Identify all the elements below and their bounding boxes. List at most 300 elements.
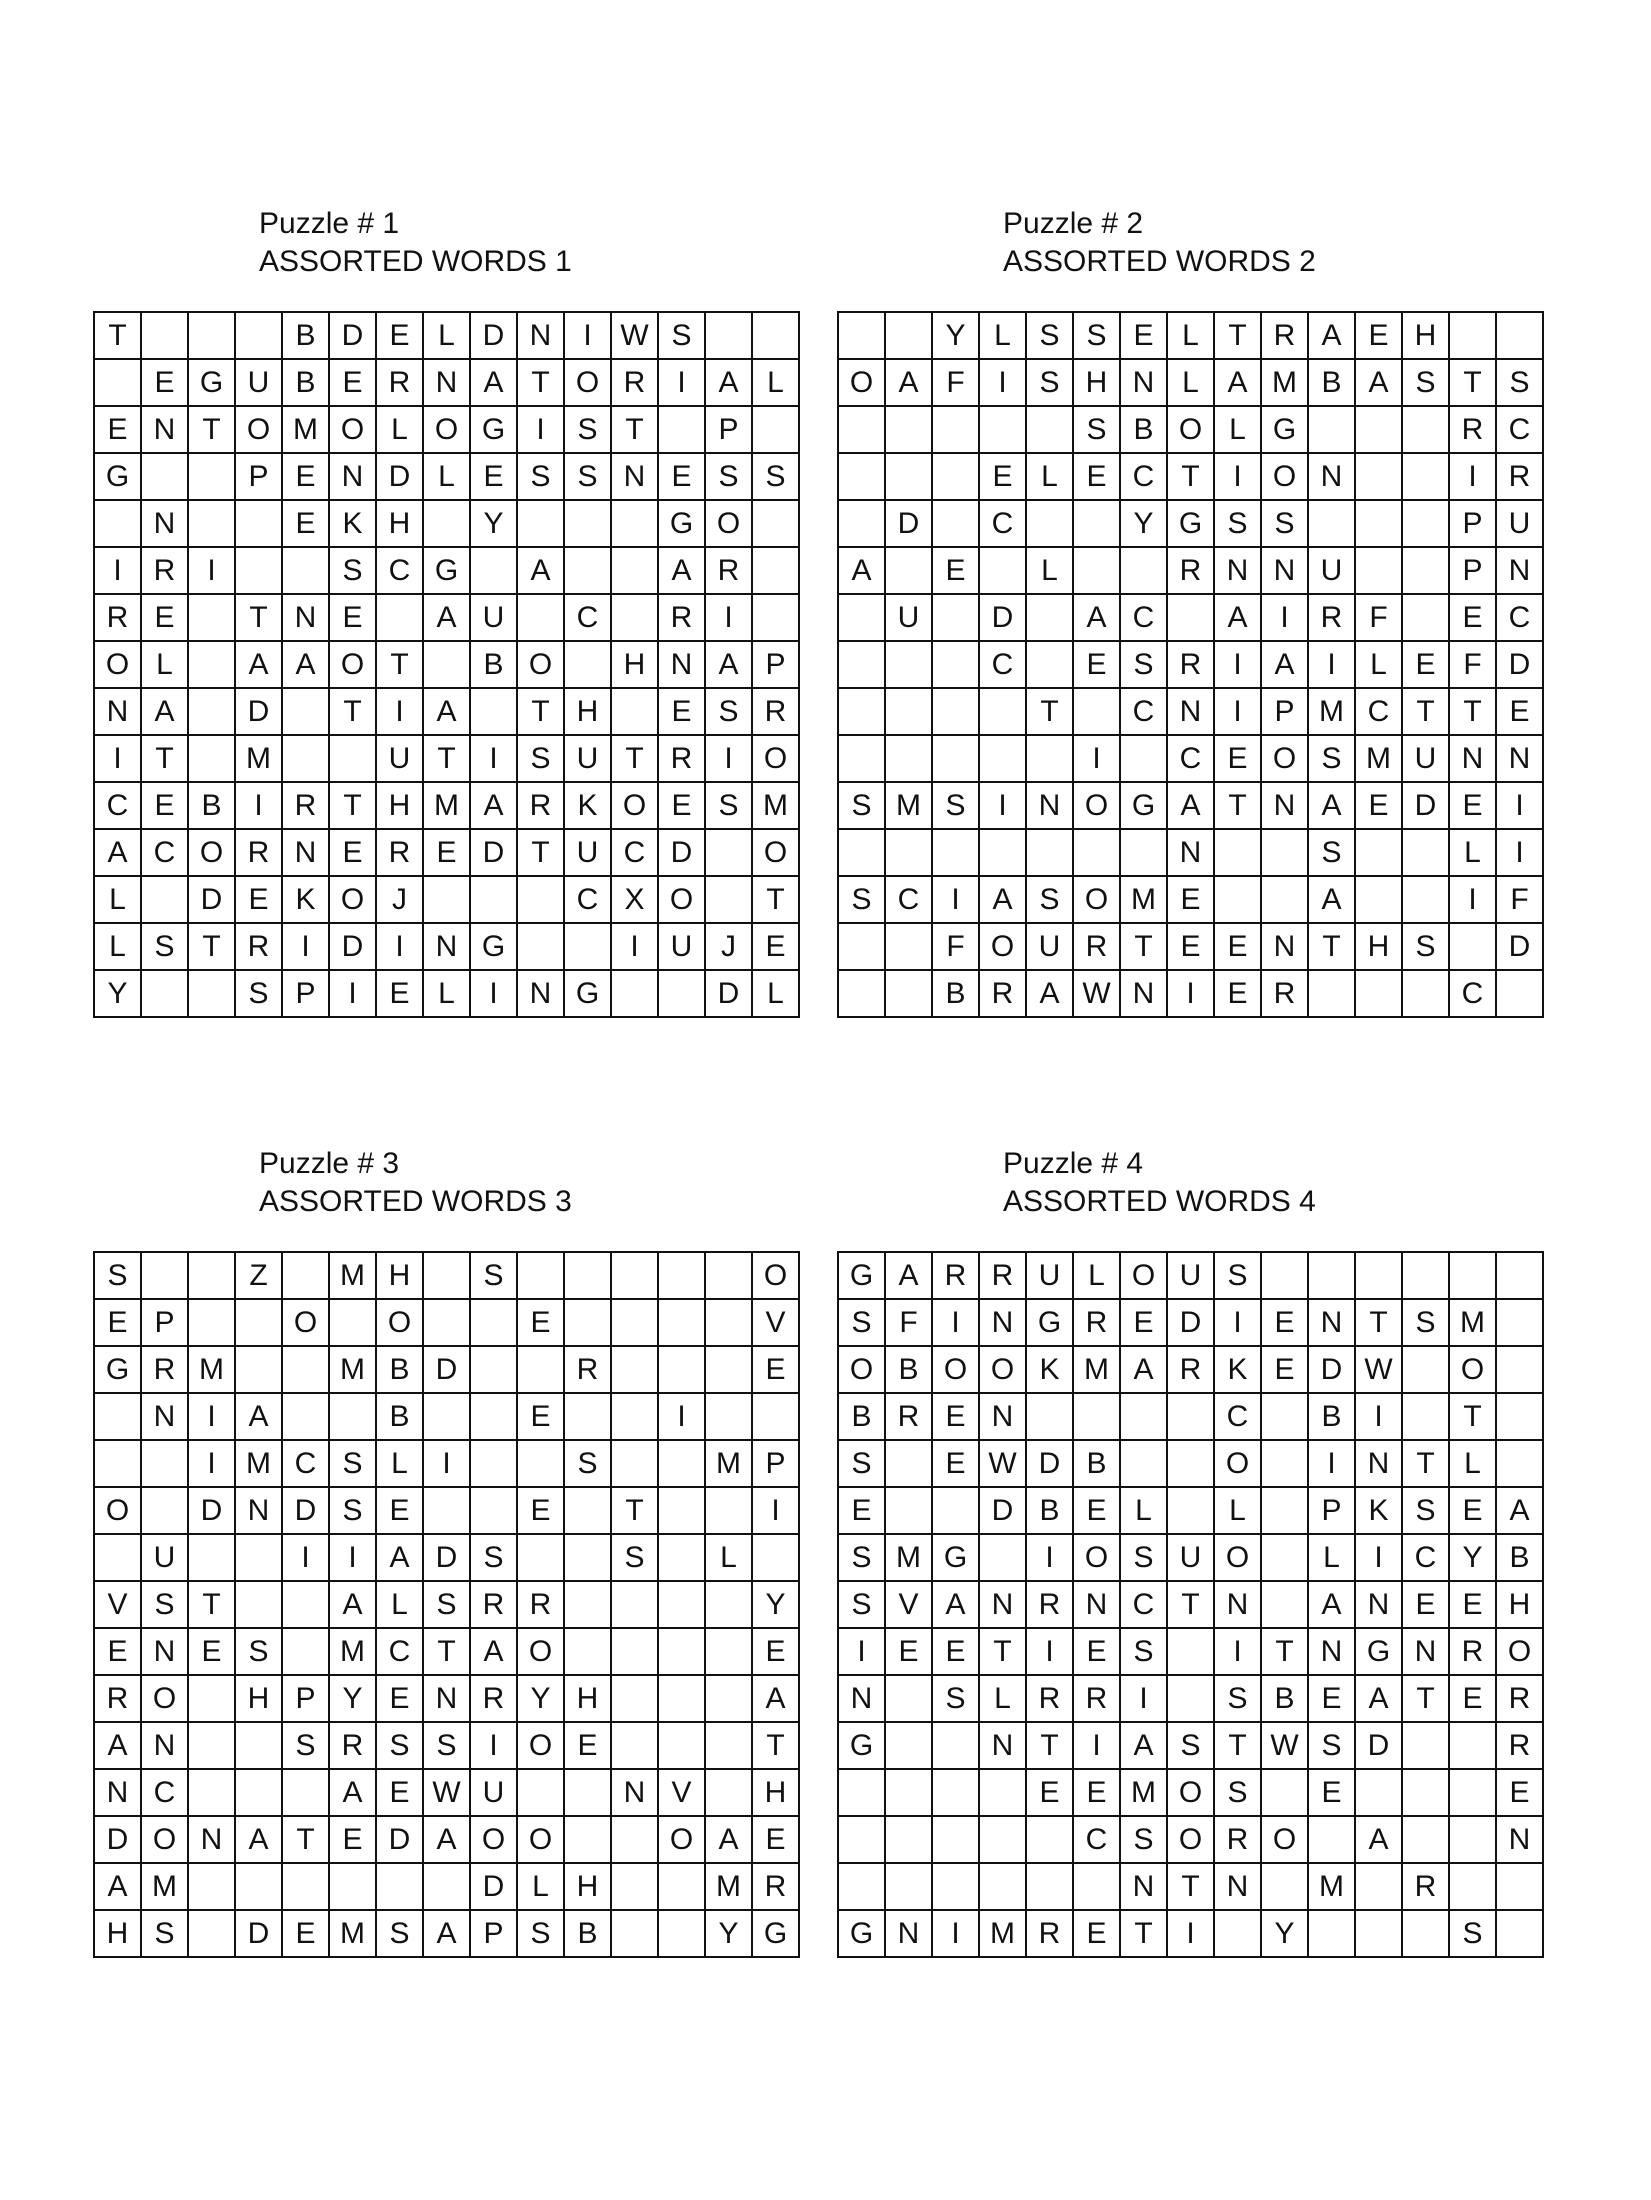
grid-cell — [469, 1298, 516, 1345]
grid-cell — [1401, 1392, 1448, 1439]
grid-cell: T — [1260, 1627, 1307, 1674]
grid-cell: E — [1213, 922, 1260, 969]
grid-cell: A — [704, 358, 751, 405]
grid-cell — [187, 734, 234, 781]
grid-cell: N — [978, 1298, 1025, 1345]
grid-cell — [1072, 1392, 1119, 1439]
grid-cell: C — [978, 499, 1025, 546]
grid-cell — [187, 1862, 234, 1909]
grid-cell: O — [751, 734, 798, 781]
grid-cell: O — [93, 640, 140, 687]
grid-cell — [884, 687, 931, 734]
grid-cell: C — [93, 781, 140, 828]
grid-cell — [187, 452, 234, 499]
grid-cell: I — [563, 311, 610, 358]
grid-cell — [837, 1768, 884, 1815]
grid-cell — [1072, 687, 1119, 734]
grid-cell: I — [93, 734, 140, 781]
grid-cell: B — [281, 358, 328, 405]
grid-cell: T — [187, 922, 234, 969]
puzzle-heading — [1003, 205, 1316, 281]
puzzle-title: ASSORTED WORDS 2 — [1003, 245, 1316, 278]
grid-cell: D — [469, 828, 516, 875]
grid-cell: W — [1354, 1345, 1401, 1392]
grid-cell — [234, 499, 281, 546]
grid-cell — [657, 1251, 704, 1298]
grid-cell: T — [978, 1627, 1025, 1674]
grid-cell — [884, 969, 931, 1016]
grid-cell: O — [704, 499, 751, 546]
grid-cell: D — [234, 1909, 281, 1956]
grid-cell: Y — [751, 1580, 798, 1627]
grid-cell: H — [375, 499, 422, 546]
grid-cell: G — [837, 1721, 884, 1768]
grid-cell: S — [1119, 1627, 1166, 1674]
grid-cell — [704, 875, 751, 922]
grid-cell — [187, 640, 234, 687]
grid-cell: N — [1213, 1580, 1260, 1627]
grid-cell: E — [1213, 734, 1260, 781]
grid-cell — [187, 1298, 234, 1345]
grid-cell: E — [281, 499, 328, 546]
grid-cell: N — [422, 1674, 469, 1721]
grid-cell: C — [1119, 593, 1166, 640]
grid-cell: N — [1354, 1439, 1401, 1486]
grid-cell — [978, 734, 1025, 781]
grid-cell — [1025, 1862, 1072, 1909]
grid-cell — [704, 1721, 751, 1768]
grid-cell — [469, 1392, 516, 1439]
grid-cell: E — [140, 358, 187, 405]
puzzle-title: ASSORTED WORDS 4 — [1003, 1185, 1316, 1218]
grid-cell: A — [657, 546, 704, 593]
grid-cell: H — [1495, 1580, 1542, 1627]
grid-cell: M — [140, 1862, 187, 1909]
grid-cell: I — [657, 1392, 704, 1439]
grid-cell — [328, 1298, 375, 1345]
grid-cell: C — [1166, 734, 1213, 781]
grid-cell: R — [884, 1392, 931, 1439]
grid-cell — [1448, 311, 1495, 358]
grid-cell — [837, 640, 884, 687]
grid-cell: R — [751, 1862, 798, 1909]
grid-cell: C — [563, 875, 610, 922]
grid-cell — [751, 405, 798, 452]
grid-cell: X — [610, 875, 657, 922]
grid-cell: N — [1119, 358, 1166, 405]
grid-cell — [1448, 1768, 1495, 1815]
grid-cell: M — [1448, 1298, 1495, 1345]
grid-cell — [516, 875, 563, 922]
grid-cell: A — [234, 1815, 281, 1862]
grid-cell: N — [884, 1909, 931, 1956]
grid-cell — [1307, 1909, 1354, 1956]
grid-cell: E — [837, 1486, 884, 1533]
grid-cell — [1166, 1674, 1213, 1721]
grid-cell: T — [1213, 311, 1260, 358]
grid-cell — [704, 1768, 751, 1815]
grid-cell — [422, 499, 469, 546]
grid-cell: S — [751, 452, 798, 499]
grid-cell — [704, 1580, 751, 1627]
grid-cell: N — [1260, 781, 1307, 828]
grid-cell: O — [837, 1345, 884, 1392]
grid-cell: S — [1401, 922, 1448, 969]
grid-cell: N — [1166, 828, 1213, 875]
grid-cell: L — [93, 875, 140, 922]
grid-cell: U — [1401, 734, 1448, 781]
grid-cell — [931, 405, 978, 452]
grid-cell: G — [751, 1909, 798, 1956]
grid-cell: B — [281, 311, 328, 358]
grid-cell: O — [187, 828, 234, 875]
grid-cell: O — [978, 922, 1025, 969]
grid-cell — [1260, 1486, 1307, 1533]
grid-cell: O — [1213, 1439, 1260, 1486]
grid-cell: S — [516, 1909, 563, 1956]
grid-cell — [1354, 1768, 1401, 1815]
grid-cell: U — [1166, 1533, 1213, 1580]
grid-cell: M — [422, 781, 469, 828]
grid-cell: T — [1166, 1580, 1213, 1627]
grid-cell: R — [1166, 546, 1213, 593]
grid-cell: D — [375, 1815, 422, 1862]
grid-cell: E — [1448, 1486, 1495, 1533]
grid-cell — [978, 828, 1025, 875]
grid-cell: E — [931, 1439, 978, 1486]
grid-cell: S — [469, 1533, 516, 1580]
grid-cell: U — [1025, 1251, 1072, 1298]
grid-cell — [978, 1815, 1025, 1862]
grid-cell — [516, 922, 563, 969]
grid-cell: S — [516, 452, 563, 499]
grid-cell — [884, 1768, 931, 1815]
grid-cell — [1401, 405, 1448, 452]
grid-cell: N — [140, 1721, 187, 1768]
grid-cell — [1307, 405, 1354, 452]
grid-cell: G — [469, 405, 516, 452]
grid-cell: D — [375, 452, 422, 499]
grid-cell — [610, 1345, 657, 1392]
grid-cell: G — [1119, 781, 1166, 828]
grid-cell: U — [884, 593, 931, 640]
grid-cell: E — [1495, 687, 1542, 734]
grid-cell: S — [837, 1580, 884, 1627]
grid-cell — [657, 1298, 704, 1345]
letter-grid — [837, 1251, 1544, 1958]
grid-cell — [1448, 922, 1495, 969]
grid-cell: I — [1495, 828, 1542, 875]
grid-cell — [884, 1486, 931, 1533]
grid-cell — [1166, 1392, 1213, 1439]
grid-cell: E — [1119, 1298, 1166, 1345]
grid-cell — [1307, 969, 1354, 1016]
grid-cell: S — [1448, 1909, 1495, 1956]
grid-cell: O — [1072, 781, 1119, 828]
grid-cell — [1166, 1439, 1213, 1486]
grid-cell: G — [93, 452, 140, 499]
grid-cell: P — [1260, 687, 1307, 734]
grid-cell: A — [469, 1627, 516, 1674]
grid-cell: I — [978, 358, 1025, 405]
grid-cell — [516, 1439, 563, 1486]
grid-cell: S — [469, 1251, 516, 1298]
grid-cell — [469, 875, 516, 922]
grid-cell: L — [751, 358, 798, 405]
grid-cell: D — [704, 969, 751, 1016]
grid-cell: E — [516, 1392, 563, 1439]
grid-cell — [281, 1862, 328, 1909]
grid-cell: C — [1448, 969, 1495, 1016]
grid-cell: A — [1354, 358, 1401, 405]
grid-cell — [704, 311, 751, 358]
grid-cell — [884, 734, 931, 781]
grid-cell — [657, 405, 704, 452]
grid-cell — [884, 546, 931, 593]
grid-cell — [516, 1251, 563, 1298]
grid-cell: A — [1025, 969, 1072, 1016]
grid-cell — [1401, 1815, 1448, 1862]
grid-cell: I — [931, 1298, 978, 1345]
grid-cell: L — [422, 969, 469, 1016]
grid-cell: I — [931, 1909, 978, 1956]
grid-cell: E — [751, 1345, 798, 1392]
grid-cell: T — [93, 311, 140, 358]
grid-cell: M — [1119, 875, 1166, 922]
grid-cell: Y — [93, 969, 140, 1016]
grid-cell: I — [93, 546, 140, 593]
grid-cell — [931, 1862, 978, 1909]
grid-cell: D — [469, 311, 516, 358]
grid-cell: W — [978, 1439, 1025, 1486]
grid-cell: N — [1448, 734, 1495, 781]
grid-cell: E — [140, 593, 187, 640]
grid-cell: O — [1119, 1251, 1166, 1298]
grid-cell: E — [931, 546, 978, 593]
grid-cell: W — [422, 1768, 469, 1815]
grid-cell: R — [1025, 1909, 1072, 1956]
grid-cell: N — [328, 452, 375, 499]
grid-cell: O — [1260, 1815, 1307, 1862]
grid-cell — [516, 1768, 563, 1815]
grid-cell: N — [837, 1674, 884, 1721]
grid-cell — [884, 1674, 931, 1721]
grid-cell — [422, 1298, 469, 1345]
grid-cell — [93, 1439, 140, 1486]
grid-cell: D — [1495, 922, 1542, 969]
grid-cell: L — [1166, 358, 1213, 405]
grid-cell: S — [1401, 1486, 1448, 1533]
grid-cell: N — [1166, 687, 1213, 734]
grid-cell: A — [328, 1768, 375, 1815]
grid-cell: D — [978, 593, 1025, 640]
grid-cell: U — [563, 734, 610, 781]
grid-cell: R — [1213, 1815, 1260, 1862]
grid-cell: N — [93, 1768, 140, 1815]
grid-cell — [1495, 1439, 1542, 1486]
grid-cell — [884, 1439, 931, 1486]
grid-cell: R — [140, 1345, 187, 1392]
grid-cell: M — [1354, 734, 1401, 781]
grid-cell — [563, 1392, 610, 1439]
grid-cell: O — [516, 1627, 563, 1674]
grid-cell — [1401, 828, 1448, 875]
grid-cell: S — [563, 1439, 610, 1486]
grid-cell — [1354, 546, 1401, 593]
grid-cell: R — [93, 593, 140, 640]
grid-cell — [837, 922, 884, 969]
grid-cell — [281, 687, 328, 734]
grid-cell: S — [234, 1627, 281, 1674]
grid-cell: Y — [469, 499, 516, 546]
grid-cell: L — [1025, 546, 1072, 593]
grid-cell: N — [140, 1392, 187, 1439]
grid-cell: N — [610, 452, 657, 499]
grid-cell: I — [187, 1439, 234, 1486]
grid-cell: G — [1166, 499, 1213, 546]
grid-cell: R — [516, 781, 563, 828]
grid-cell: D — [1354, 1721, 1401, 1768]
grid-cell: U — [375, 734, 422, 781]
grid-cell: E — [1448, 1580, 1495, 1627]
grid-cell: T — [751, 875, 798, 922]
grid-cell: E — [375, 969, 422, 1016]
grid-cell — [563, 1627, 610, 1674]
grid-cell — [1354, 969, 1401, 1016]
grid-cell: M — [704, 1439, 751, 1486]
grid-cell: M — [234, 734, 281, 781]
grid-cell: E — [234, 875, 281, 922]
grid-cell: P — [751, 640, 798, 687]
grid-cell — [563, 1580, 610, 1627]
grid-cell: E — [1307, 1768, 1354, 1815]
grid-cell — [422, 1392, 469, 1439]
grid-cell — [837, 687, 884, 734]
grid-cell: N — [1260, 922, 1307, 969]
grid-cell: E — [1072, 1768, 1119, 1815]
grid-cell: A — [516, 546, 563, 593]
grid-cell: E — [1072, 452, 1119, 499]
grid-cell — [1072, 546, 1119, 593]
grid-cell — [978, 1862, 1025, 1909]
grid-cell: U — [1025, 922, 1072, 969]
grid-cell — [1401, 969, 1448, 1016]
grid-cell: T — [1401, 687, 1448, 734]
grid-cell — [837, 499, 884, 546]
grid-cell — [1401, 1345, 1448, 1392]
grid-cell — [1495, 1909, 1542, 1956]
grid-cell: R — [978, 1251, 1025, 1298]
grid-cell — [563, 1768, 610, 1815]
grid-cell — [704, 1674, 751, 1721]
grid-cell: U — [563, 828, 610, 875]
grid-cell: I — [328, 1533, 375, 1580]
grid-cell: T — [1448, 358, 1495, 405]
grid-cell — [516, 593, 563, 640]
grid-cell: I — [751, 1486, 798, 1533]
grid-cell — [1025, 1815, 1072, 1862]
grid-cell: S — [1072, 405, 1119, 452]
grid-cell — [704, 1627, 751, 1674]
grid-cell: A — [1119, 1721, 1166, 1768]
grid-cell: S — [1025, 875, 1072, 922]
grid-cell — [187, 593, 234, 640]
grid-cell: I — [1307, 640, 1354, 687]
grid-cell: P — [140, 1298, 187, 1345]
grid-cell — [140, 1439, 187, 1486]
grid-cell — [884, 405, 931, 452]
grid-cell: T — [516, 358, 563, 405]
grid-cell: M — [328, 1909, 375, 1956]
grid-cell: L — [1213, 405, 1260, 452]
grid-cell — [978, 405, 1025, 452]
grid-cell: D — [657, 828, 704, 875]
grid-cell: E — [1166, 875, 1213, 922]
grid-cell — [610, 1721, 657, 1768]
grid-cell — [1448, 1862, 1495, 1909]
grid-cell: E — [281, 452, 328, 499]
grid-cell — [1025, 640, 1072, 687]
grid-cell — [1119, 828, 1166, 875]
grid-cell: D — [187, 875, 234, 922]
grid-cell: W — [1072, 969, 1119, 1016]
grid-cell — [931, 640, 978, 687]
grid-cell: T — [328, 781, 375, 828]
grid-cell — [610, 969, 657, 1016]
grid-cell — [1448, 1251, 1495, 1298]
grid-cell — [610, 1298, 657, 1345]
grid-cell — [837, 1862, 884, 1909]
grid-cell: S — [837, 875, 884, 922]
grid-cell: N — [1119, 1862, 1166, 1909]
grid-cell: S — [375, 1909, 422, 1956]
grid-cell: E — [375, 311, 422, 358]
grid-cell: N — [1307, 452, 1354, 499]
grid-cell — [187, 1674, 234, 1721]
grid-cell — [1260, 1251, 1307, 1298]
grid-cell — [837, 311, 884, 358]
grid-cell: N — [93, 687, 140, 734]
grid-cell: P — [234, 452, 281, 499]
grid-cell — [884, 452, 931, 499]
grid-cell: M — [328, 1345, 375, 1392]
grid-cell: S — [140, 922, 187, 969]
grid-cell: K — [563, 781, 610, 828]
grid-cell: L — [93, 922, 140, 969]
grid-cell — [657, 1486, 704, 1533]
grid-cell: R — [469, 1580, 516, 1627]
grid-cell: S — [281, 1721, 328, 1768]
grid-cell — [1260, 1439, 1307, 1486]
grid-cell — [563, 1533, 610, 1580]
grid-cell: P — [281, 1674, 328, 1721]
grid-cell: S — [1025, 311, 1072, 358]
grid-cell: H — [1072, 358, 1119, 405]
grid-cell: O — [1495, 1627, 1542, 1674]
grid-cell — [187, 969, 234, 1016]
grid-cell: R — [375, 828, 422, 875]
grid-cell — [610, 1392, 657, 1439]
grid-cell: S — [234, 969, 281, 1016]
grid-cell: O — [140, 1815, 187, 1862]
grid-cell: A — [884, 358, 931, 405]
grid-cell — [234, 311, 281, 358]
grid-cell: B — [837, 1392, 884, 1439]
grid-cell: I — [1213, 640, 1260, 687]
grid-cell: F — [1448, 640, 1495, 687]
grid-cell: I — [704, 734, 751, 781]
grid-cell: B — [1307, 1392, 1354, 1439]
